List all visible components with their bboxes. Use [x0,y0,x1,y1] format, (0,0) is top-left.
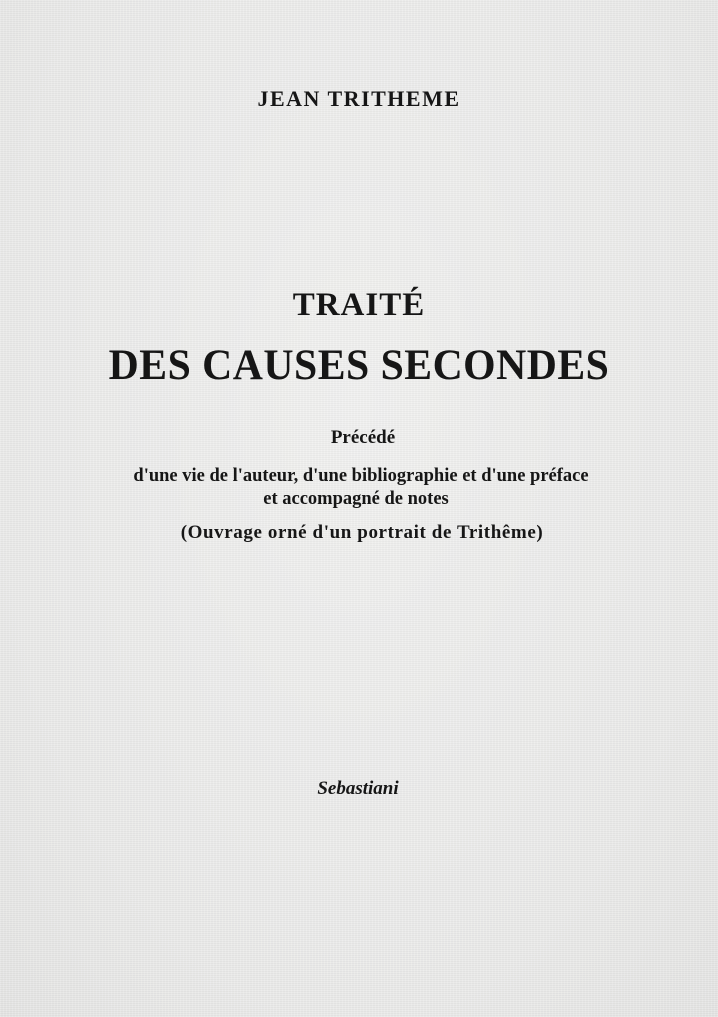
author-name: JEAN TRITHEME [257,86,461,111]
description-line-3: (Ouvrage orné d'un portrait de Trithême) [180,522,544,543]
description-line-1: d'une vie de l'auteur, d'une bibliographie et d'une préface [133,466,589,486]
title-line-1: TRAITÉ [292,287,426,323]
description-line-2: et accompagné de notes [263,489,449,509]
title-line-2: DES CAUSES SECONDES [108,342,610,389]
publisher-name: Sebastiani [317,778,399,799]
preceded-label: Précédé [330,427,396,448]
